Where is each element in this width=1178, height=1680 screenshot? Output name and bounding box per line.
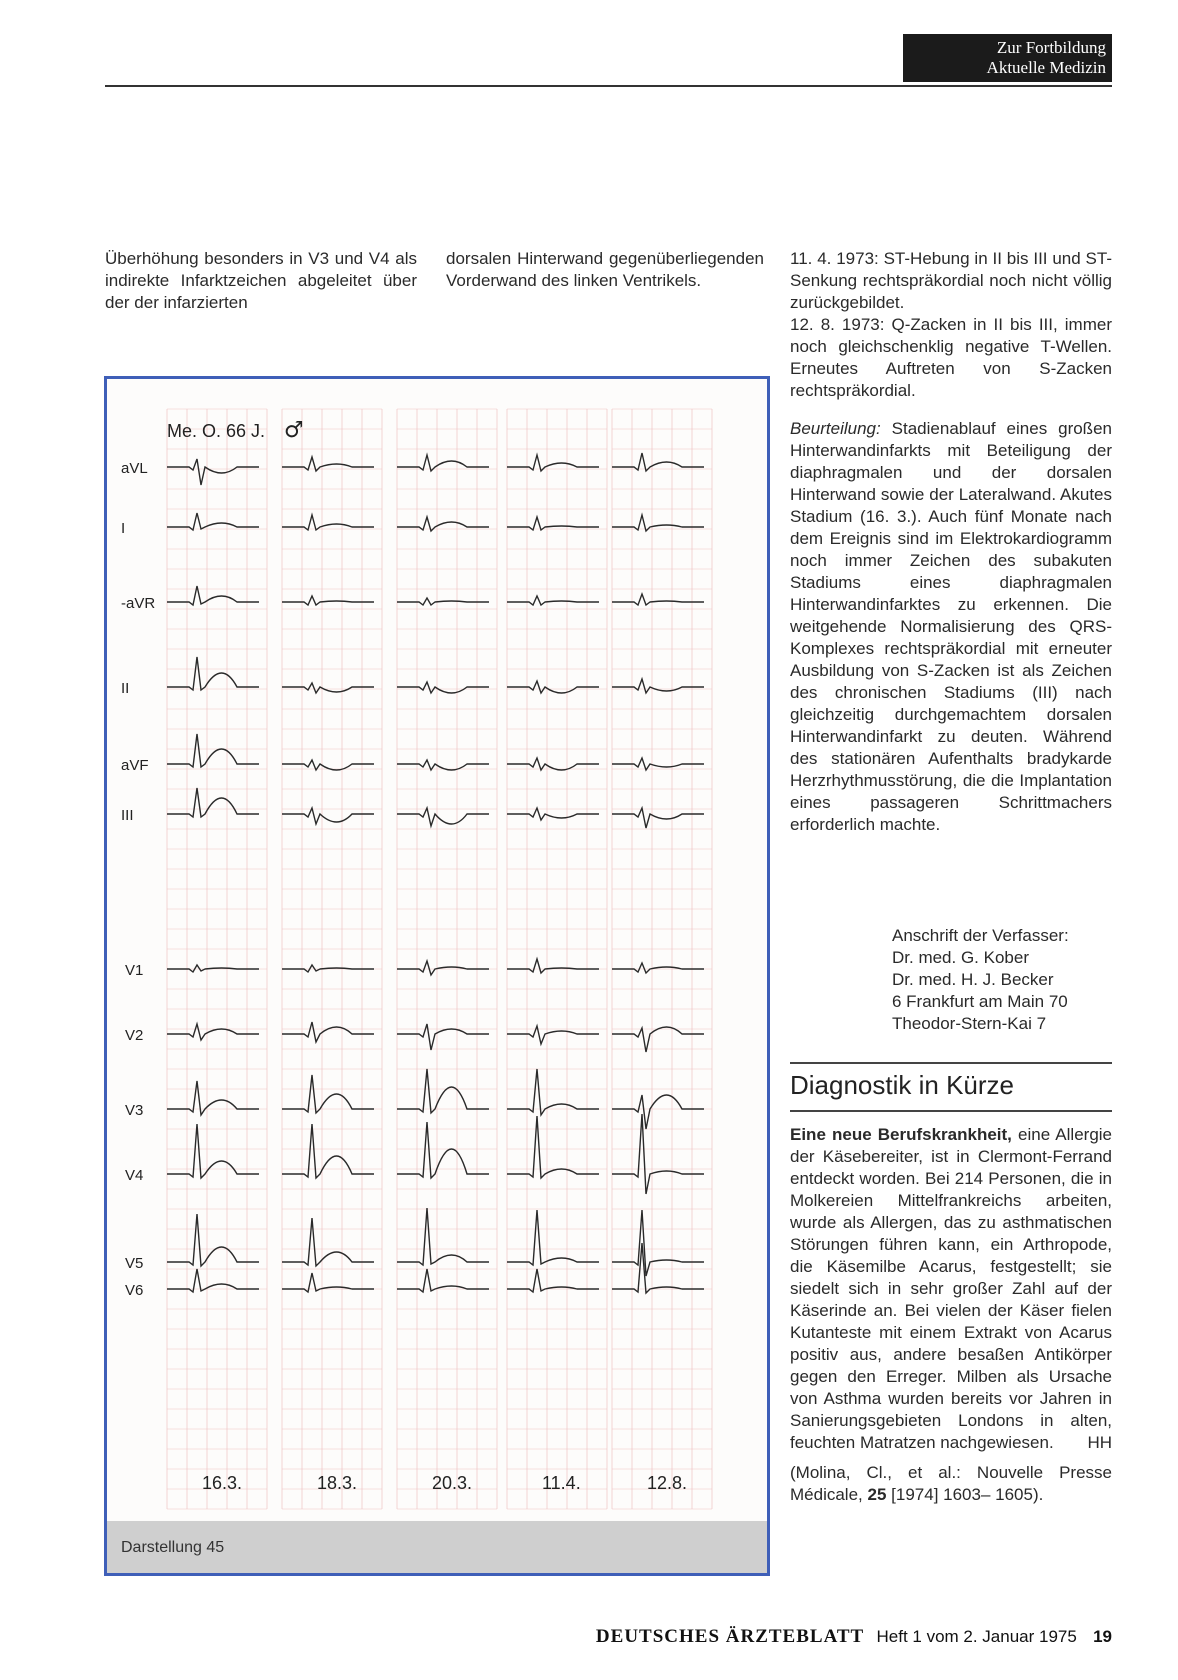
limb-lead-trace: [612, 808, 704, 828]
limb-lead-trace: [167, 513, 259, 530]
chest-lead-trace: [612, 1095, 704, 1129]
lead-label--avr: -aVR: [121, 595, 156, 612]
limb-lead-trace: [507, 517, 599, 530]
sidebar-initials: HH: [1087, 1433, 1112, 1452]
chest-lead-trace: [167, 1024, 259, 1040]
date-label: 16.3.: [202, 1473, 243, 1493]
lead-label-v5: V5: [125, 1255, 144, 1272]
sidebar-lead: Eine neue Berufskrankheit,: [790, 1125, 1012, 1144]
ecg-note-1: 11. 4. 1973: ST-Hebung in II bis III und ST-Senkung rechtspräkordial noch nicht völlig zurückgebildet.: [790, 249, 1112, 312]
chest-lead-trace: [167, 1269, 259, 1292]
limb-lead-trace: [282, 596, 374, 605]
chest-lead-trace: [507, 959, 599, 973]
issue-info: Heft 1 vom 2. Januar 1975: [876, 1627, 1077, 1646]
chest-lead-trace: [282, 1218, 374, 1266]
lead-label-v2: V2: [125, 1027, 144, 1044]
date-label: 18.3.: [317, 1473, 358, 1493]
limb-lead-trace: [612, 679, 704, 693]
page-number: 19: [1093, 1627, 1112, 1646]
lead-label-iii: III: [121, 807, 134, 824]
chest-lead-trace: [612, 963, 704, 973]
limb-lead-trace: [282, 683, 374, 693]
chest-lead-trace: [397, 1122, 489, 1178]
sidebar-body: eine Allergie der Käsebereiter, ist in Clermont-Ferrand entdeckt worden. Bei 214 Personen, die in Molkereien Mittelfrankreichs arbeiten, wurde als Allergen, das zu asthmatischen Störungen führen kann, ein Arthropode, die Käsemilbe Acarus, festgestellt; sie siedelt sich in sehr großer Zahl auf der Käserinde an. Bei vielen der Käser fielen Kutanteste mit einem Extrakt von Acarus positiv aus, andere besaßen Antikörper gegen den Erreger. Milben als Ursache von Asthma wurden bereits vor Jahren in Sanierungsgebieten Londons in alten, feuchten Matratzen nachgewiesen.: [790, 1125, 1112, 1452]
author-address: [892, 925, 1112, 1035]
address-line: Dr. med. G. Kober: [892, 948, 1029, 967]
chest-lead-trace: [397, 1269, 489, 1292]
chest-lead-trace: [507, 1269, 599, 1292]
sidebar-bottom-rule: [790, 1110, 1112, 1112]
chest-lead-trace: [397, 961, 489, 975]
chest-lead-trace: [282, 965, 374, 972]
chest-lead-trace: [507, 1069, 599, 1115]
lead-label-v6: V6: [125, 1282, 144, 1299]
chest-lead-trace: [167, 1214, 259, 1266]
sex-symbol: ♂: [284, 418, 304, 443]
chest-lead-trace: [612, 1027, 704, 1052]
address-line: 6 Frankfurt am Main 70: [892, 992, 1068, 1011]
lead-label-v1: V1: [125, 962, 144, 979]
limb-lead-trace: [507, 808, 599, 820]
chest-lead-trace: [397, 1069, 489, 1113]
lead-label-avl: aVL: [121, 460, 148, 477]
journal-name: DEUTSCHES ÄRZTEBLATT: [595, 1626, 865, 1647]
limb-lead-trace: [282, 808, 374, 824]
chest-lead-trace: [612, 1243, 704, 1293]
section-tag: [903, 34, 1112, 82]
date-label: 12.8.: [647, 1473, 688, 1493]
limb-lead-trace: [397, 682, 489, 693]
column-1-paragraph: Überhöhung besonders in V3 und V4 als indirekte Infarktzeichen abgeleitet über der der infarzierten: [105, 249, 417, 312]
limb-lead-trace: [397, 455, 489, 471]
page-footer: [500, 1626, 1112, 1648]
lead-label-v3: V3: [125, 1102, 144, 1119]
chest-lead-trace: [282, 1124, 374, 1178]
sidebar-paragraph: [790, 1124, 1112, 1454]
header-rule: [105, 85, 1112, 87]
assessment-paragraph: [790, 418, 1112, 836]
patient-label: Me. O. 66 J.: [167, 421, 266, 441]
address-line: Anschrift der Verfasser:: [892, 926, 1069, 945]
chest-lead-trace: [397, 1024, 489, 1050]
chest-lead-trace: [167, 965, 259, 972]
limb-lead-trace: [507, 596, 599, 605]
limb-lead-trace: [167, 788, 259, 817]
limb-lead-trace: [507, 681, 599, 693]
ecg-chart: [107, 379, 767, 1573]
limb-lead-trace: [612, 453, 704, 471]
limb-lead-trace: [507, 455, 599, 471]
section-line-1: Zur Fortbildung: [996, 38, 1106, 57]
column-3-text: [790, 248, 1112, 846]
limb-lead-trace: [282, 515, 374, 530]
limb-lead-trace: [612, 594, 704, 605]
column-2-text: [446, 248, 764, 302]
section-line-2: Aktuelle Medizin: [986, 58, 1106, 77]
address-line: Theodor-Stern-Kai 7: [892, 1014, 1047, 1033]
lead-label-avf: aVF: [121, 757, 149, 774]
reference-post: [1974] 1603– 1605).: [891, 1485, 1044, 1504]
limb-lead-trace: [167, 657, 259, 690]
column-1-text: [105, 248, 417, 324]
ecg-note-2: 12. 8. 1973: Q-Zacken in II bis III, immer noch gleichschenklig negative T-Wellen. Erneutes Auftreten von S-Zacken rechtspräkordial.: [790, 315, 1112, 400]
chest-lead-trace: [612, 1114, 704, 1194]
chest-lead-trace: [507, 1210, 599, 1265]
ecg-labels: [121, 460, 687, 1493]
limb-lead-trace: [612, 758, 704, 770]
chest-lead-trace: [507, 1026, 599, 1044]
date-label: 20.3.: [432, 1473, 473, 1493]
lead-label-ii: II: [121, 680, 130, 697]
chest-lead-trace: [397, 1208, 489, 1265]
chest-lead-trace: [167, 1081, 259, 1115]
ecg-figure: [104, 376, 770, 1576]
limb-lead-trace: [282, 760, 374, 770]
limb-lead-trace: [397, 760, 489, 770]
ecg-grid: [167, 409, 712, 1509]
figure-caption: [107, 1521, 767, 1573]
limb-lead-trace: [167, 734, 259, 767]
ecg-traces: [167, 453, 704, 1293]
sidebar-reference: [790, 1462, 1112, 1506]
chest-lead-trace: [612, 1210, 704, 1276]
chest-lead-trace: [507, 1116, 599, 1178]
chest-lead-trace: [167, 1124, 259, 1178]
date-label: 11.4.: [542, 1473, 581, 1493]
chest-lead-trace: [282, 1022, 374, 1042]
reference-pre: (Molina, Cl., et al.: Nouvelle Presse Médicale,: [790, 1463, 1112, 1504]
lead-label-v4: V4: [125, 1167, 144, 1184]
sidebar-title: Diagnostik in Kürze: [790, 1070, 1014, 1100]
limb-lead-trace: [612, 515, 704, 531]
sidebar-top-rule: [790, 1062, 1112, 1064]
limb-lead-trace: [167, 459, 259, 485]
limb-lead-trace: [397, 808, 489, 826]
reference-volume: 25: [867, 1485, 887, 1504]
column-2-paragraph: dorsalen Hinterwand gegenüberliegenden Vorderwand des linken Ventrikels.: [446, 249, 764, 290]
limb-lead-trace: [507, 758, 599, 770]
lead-label-i: I: [121, 520, 126, 537]
assessment-text: Stadienablauf eines großen Hinterwandinfarkts mit Beteiligung der diaphragmalen und der dorsalen Hinterwand sowie der Lateralwand. Akutes Stadium (16. 3.). Auch fünf Monate nach dem Ereignis sind im Elektrokardiogramm noch immer Zeichen des subakuten Stadiums eines diaphragmalen Hinterwandinfarktes zu erkennen. Die weitgehende Normalisierung des QRS-Komplexes rechtspräkordial mit erneuter Ausbildung von S-Zacken ist als Zeichen des chronischen Stadiums (III) nach gleichzeitig durchgemachtem dorsalen Hinterwandinfarkt zu deuten. Während des stationären Aufenthalts bradykarde Herzrhythmusstörung, die die Implantation eines passageren Schrittmachers erforderlich machte.: [790, 419, 1112, 834]
sidebar-text: [790, 1124, 1112, 1516]
figure-caption-text: Darstellung 45: [121, 1539, 225, 1556]
chest-lead-trace: [282, 1075, 374, 1113]
limb-lead-trace: [397, 598, 489, 605]
assessment-label: Beurteilung:: [790, 419, 881, 438]
address-line: Dr. med. H. J. Becker: [892, 970, 1054, 989]
